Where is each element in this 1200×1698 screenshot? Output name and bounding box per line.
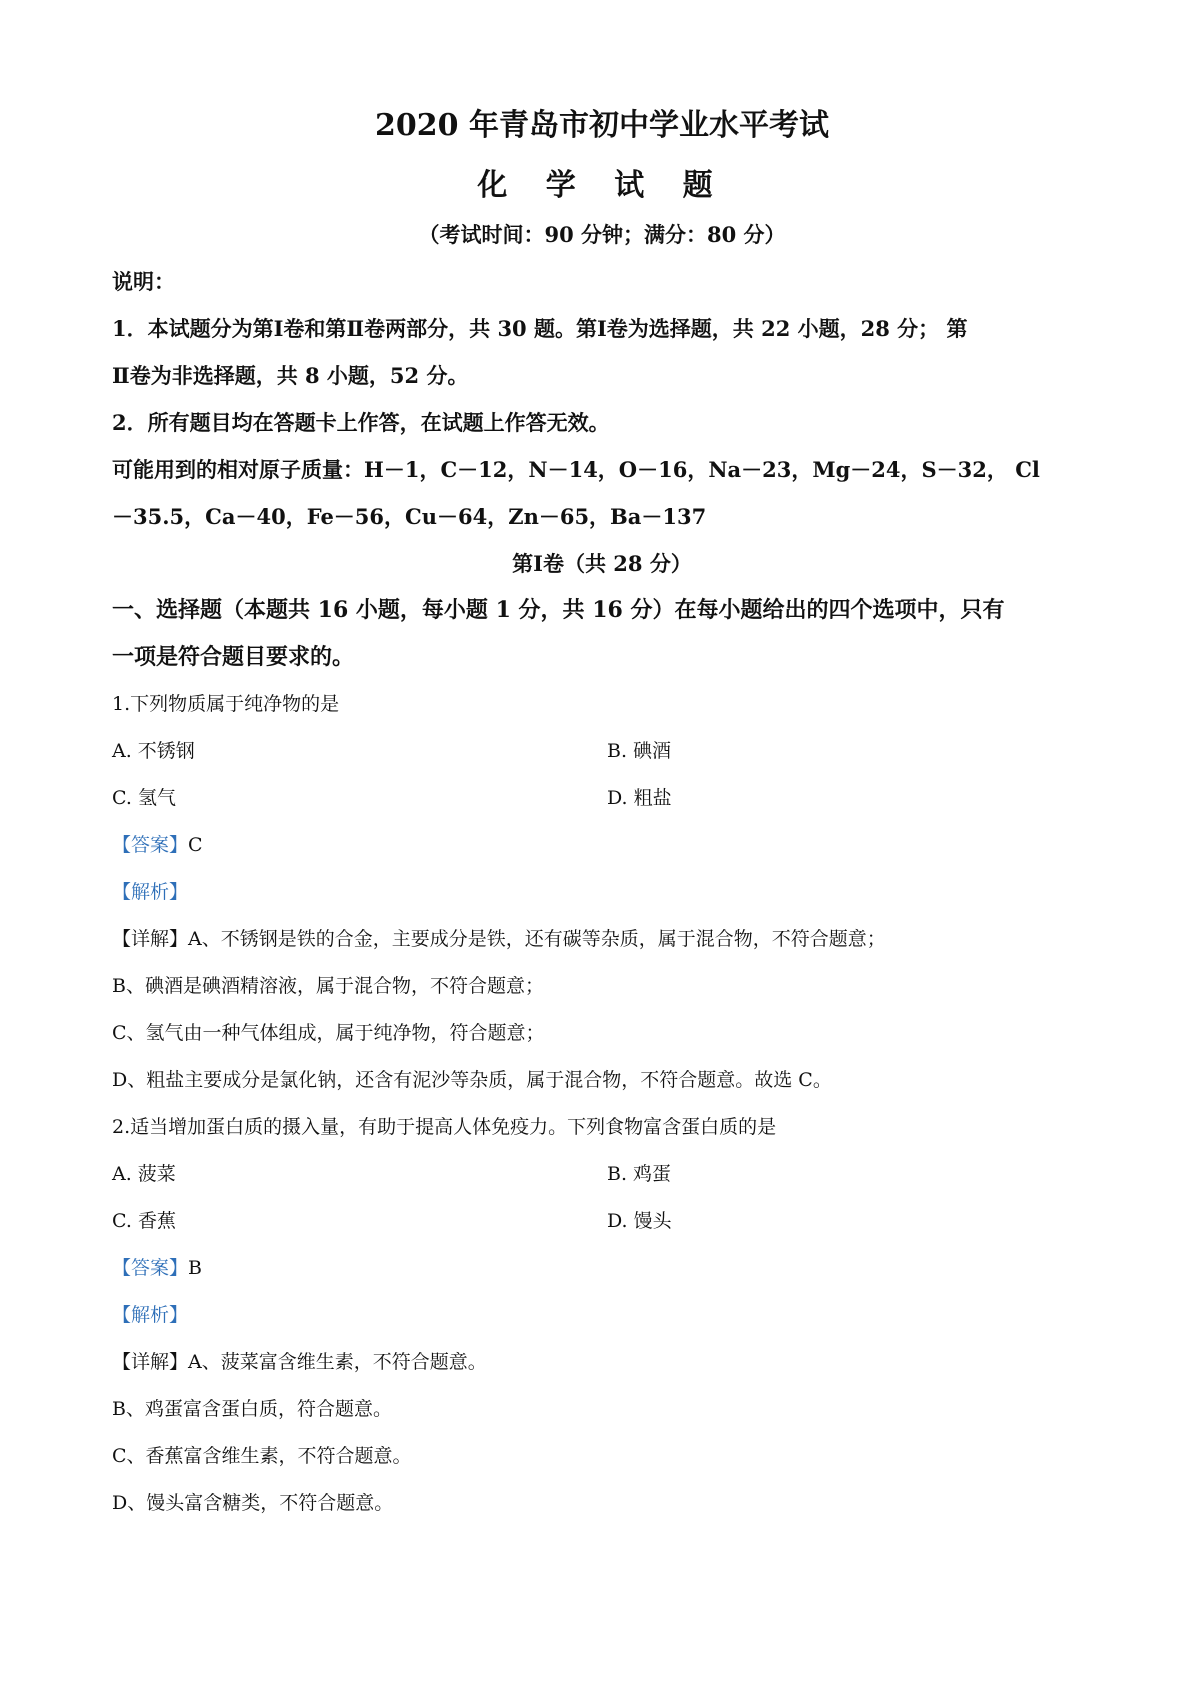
question-1 [112, 681, 1092, 1104]
option-d: D. 馒头 [607, 1210, 672, 1232]
option-grid [112, 1151, 1092, 1245]
detail-text: A、不锈钢是铁的合金，主要成分是铁，还有碳等杂质，属于混合物，不符合题意； [188, 928, 886, 950]
detail-line: C、氢气由一种气体组成，属于纯净物，符合题意； [112, 1022, 545, 1044]
exam-info: （考试时间：90 分钟；满分：80 分） [418, 222, 786, 247]
note-line-2: 2．所有题目均在答题卡上作答，在试题上作答无效。 [112, 410, 610, 435]
detail-text: A、菠菜富含维生素，不符合题意。 [188, 1351, 487, 1373]
option-c: C. 氢气 [112, 787, 176, 809]
option-grid [112, 728, 1092, 822]
note-line-1a: 1．本试题分为第Ⅰ卷和第Ⅱ卷两部分，共 30 题。第Ⅰ卷为选择题，共 22 小题，28 分； 第 [112, 316, 968, 341]
section-heading-b: 一项是符合题目要求的。 [112, 644, 355, 670]
answer-line [112, 1245, 1092, 1292]
part1-heading: 第Ⅰ卷（共 28 分） [512, 551, 692, 576]
option-a: A. 菠菜 [112, 1163, 176, 1185]
option-b: B. 鸡蛋 [607, 1163, 672, 1185]
detail-line [112, 1339, 1092, 1386]
answer-line [112, 822, 1092, 869]
answer-value: C [188, 834, 203, 856]
detail-line: C、香蕉富含维生素，不符合题意。 [112, 1445, 412, 1467]
question-2 [112, 1104, 1092, 1527]
detail-line: D、馒头富含糖类，不符合题意。 [112, 1492, 394, 1514]
exam-page [112, 98, 1092, 1527]
analysis-label: 【解析】 [112, 1304, 189, 1326]
detail-line: B、碘酒是碘酒精溶液，属于混合物，不符合题意； [112, 975, 544, 997]
option-a: A. 不锈钢 [112, 740, 195, 762]
notes-label: 说明： [112, 269, 175, 294]
analysis-label: 【解析】 [112, 881, 189, 903]
option-b: B. 碘酒 [607, 740, 672, 762]
detail-line: D、粗盐主要成分是氯化钠，还含有泥沙等杂质，属于混合物，不符合题意。故选 C。 [112, 1069, 832, 1091]
detail-label: 【详解】 [112, 928, 189, 950]
detail-line: B、鸡蛋富含蛋白质，符合题意。 [112, 1398, 392, 1420]
detail-line [112, 916, 1092, 963]
exam-title: 2020 年青岛市初中学业水平考试 [375, 108, 829, 143]
answer-label: 【答案】 [112, 834, 189, 856]
answer-value: B [188, 1257, 202, 1279]
section-heading-a: 一、选择题（本题共 16 小题，每小题 1 分，共 16 分）在每小题给出的四个选项中，只有 [112, 597, 1005, 623]
note-line-1b: Ⅱ卷为非选择题，共 8 小题，52 分。 [112, 363, 469, 388]
atomic-mass-line-b: －35.5，Ca－40，Fe－56，Cu－64，Zn－65，Ba－137 [112, 504, 707, 529]
subject-title: 化 学 试 题 [477, 168, 727, 203]
question-stem: 2.适当增加蛋白质的摄入量，有助于提高人体免疫力。下列食物富含蛋白质的是 [112, 1116, 777, 1138]
answer-label: 【答案】 [112, 1257, 189, 1279]
question-stem: 1.下列物质属于纯净物的是 [112, 693, 340, 715]
atomic-mass-line-a: 可能用到的相对原子质量：H－1，C－12，N－14，O－16，Na－23，Mg－24，S－32， Cl [112, 457, 1040, 482]
option-c: C. 香蕉 [112, 1210, 176, 1232]
option-d: D. 粗盐 [607, 787, 672, 809]
detail-label: 【详解】 [112, 1351, 189, 1373]
